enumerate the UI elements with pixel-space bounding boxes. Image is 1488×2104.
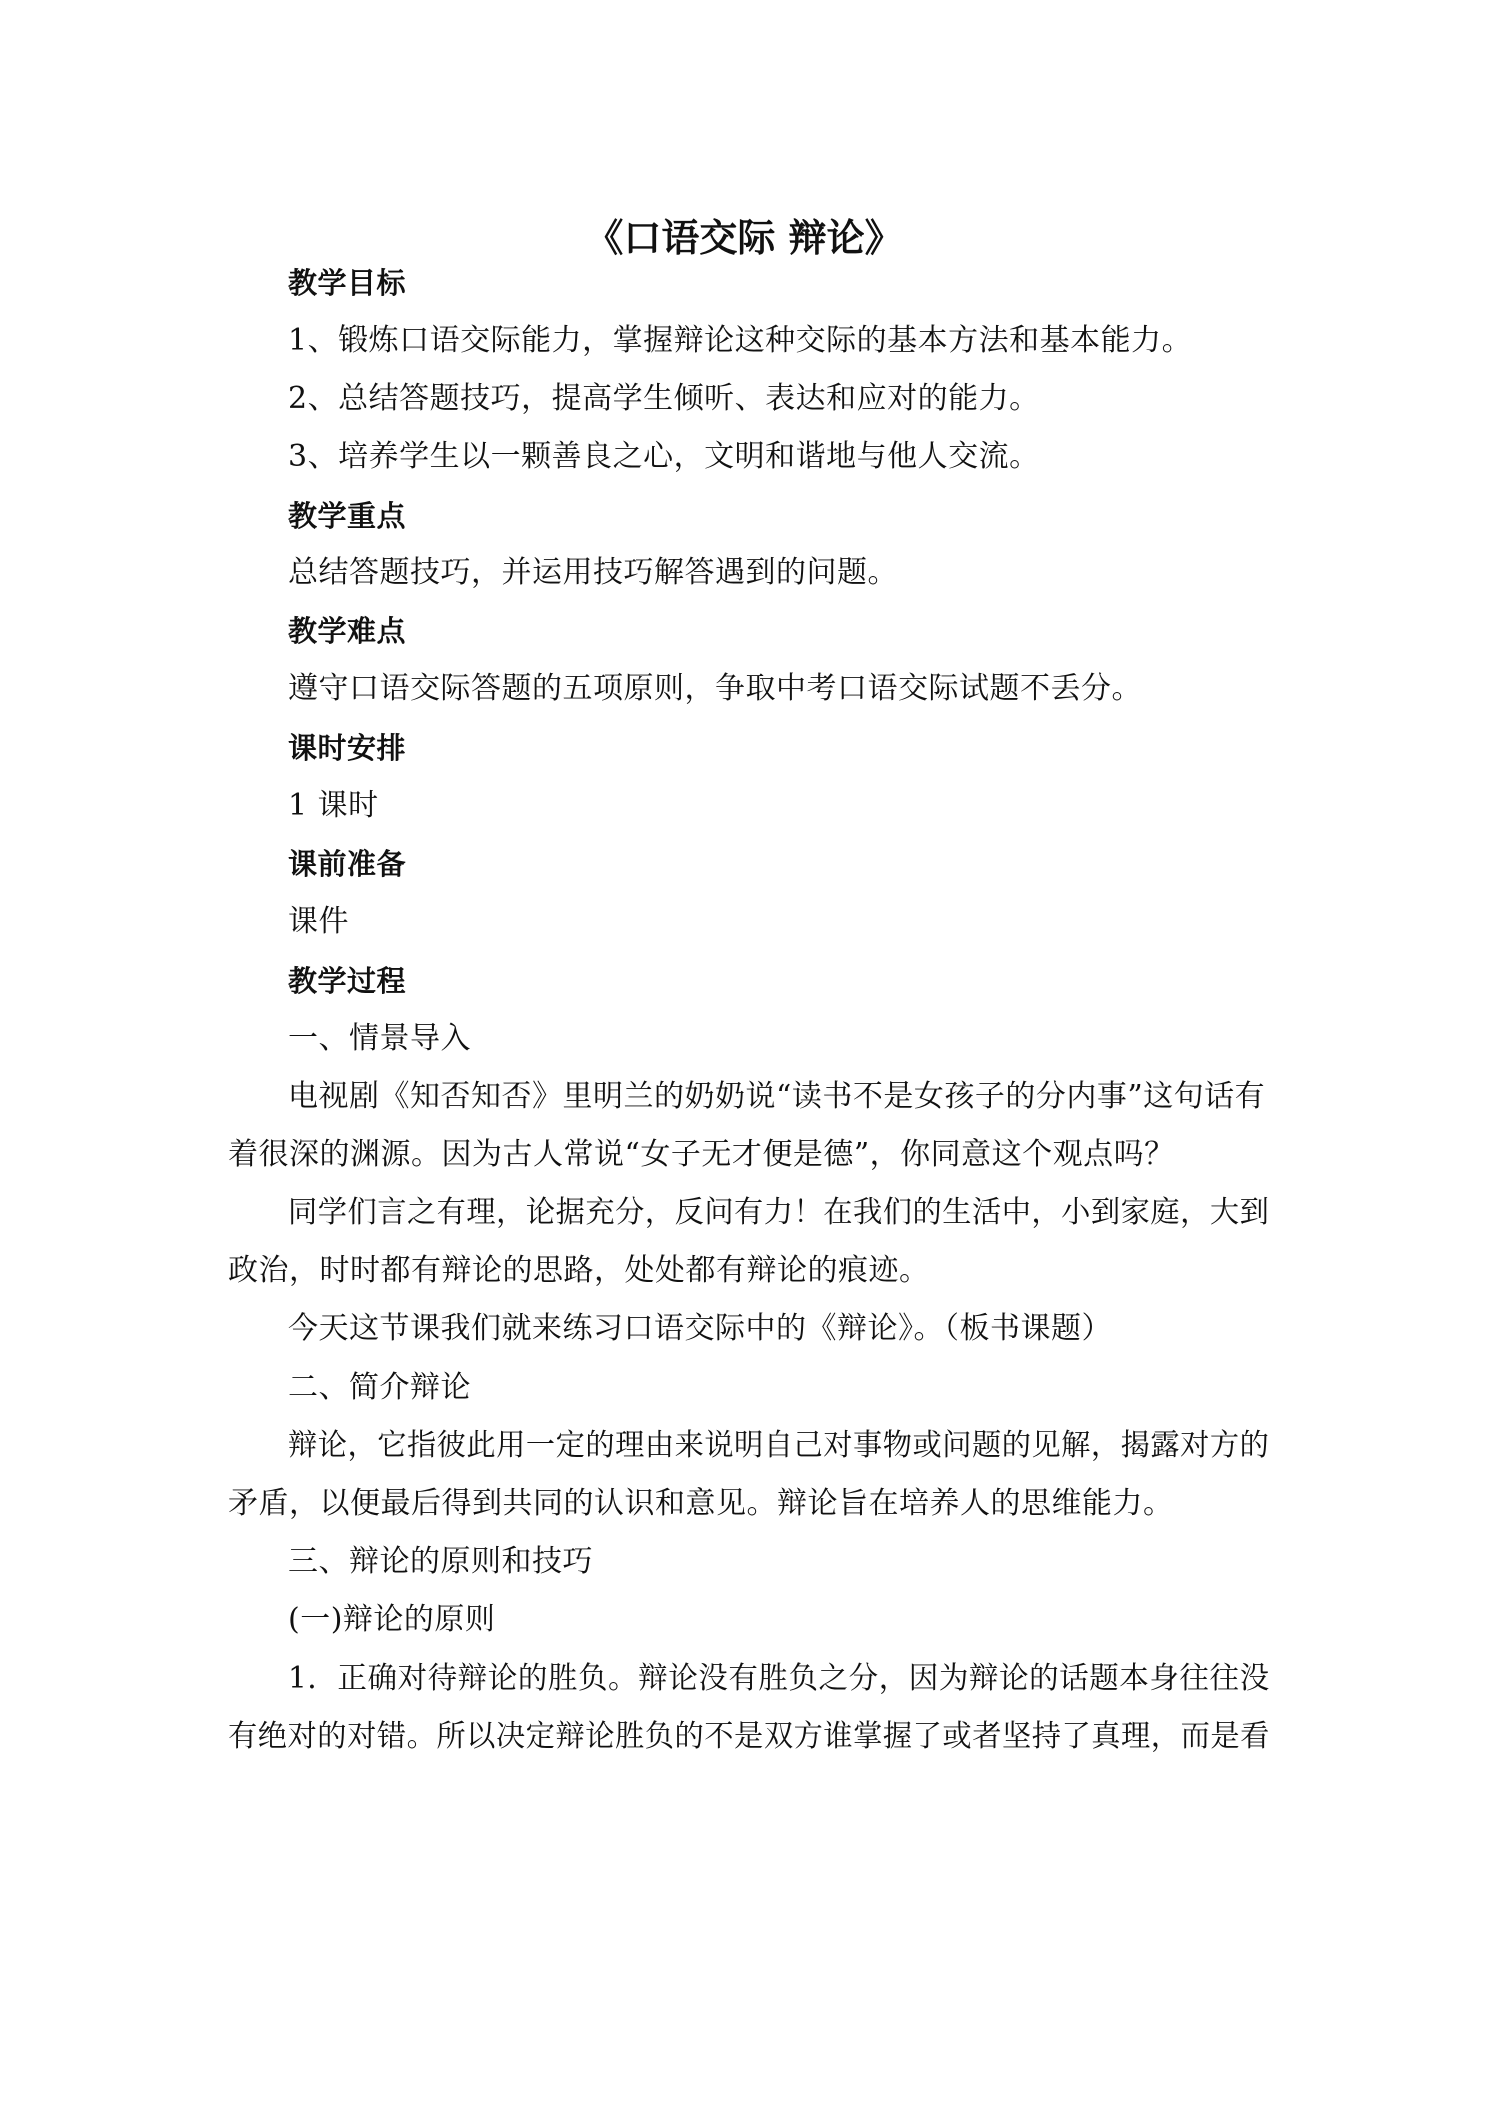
line-04: 3、培养学生以一颗善良之心，文明和谐地与他人交流。 xyxy=(288,439,1040,474)
line-22: 矛盾，以便最后得到共同的认识和意见。辩论旨在培养人的思维能力。 xyxy=(228,1486,1174,1521)
line-03: 2、总结答题技巧，提高学生倾听、表达和应对的能力。 xyxy=(288,381,1040,416)
line-25: 1．正确对待辩论的胜负。辩论没有胜负之分，因为辩论的话题本身往往没 xyxy=(288,1661,1270,1696)
line-20: 二、简介辩论 xyxy=(288,1370,471,1405)
line-18: 政治，时时都有辩论的思路，处处都有辩论的痕迹。 xyxy=(228,1253,930,1288)
line-01: 教学目标 xyxy=(288,266,407,300)
line-14: 一、情景导入 xyxy=(288,1021,471,1056)
line-13: 教学过程 xyxy=(288,964,407,998)
line-09: 课时安排 xyxy=(288,731,407,765)
line-17: 同学们言之有理，论据充分，反问有力！在我们的生活中，小到家庭，大到 xyxy=(288,1195,1270,1230)
line-11: 课前准备 xyxy=(288,847,407,881)
line-10: 1 课时 xyxy=(288,788,379,823)
line-07: 教学难点 xyxy=(288,614,407,648)
line-21: 辩论，它指彼此用一定的理由来说明自己对事物或问题的见解，揭露对方的 xyxy=(288,1428,1270,1463)
line-02: 1、锻炼口语交际能力，掌握辩论这种交际的基本方法和基本能力。 xyxy=(288,323,1193,358)
line-23: 三、辩论的原则和技巧 xyxy=(288,1544,593,1579)
line-12: 课件 xyxy=(288,904,349,939)
line-24: (一)辩论的原则 xyxy=(288,1602,496,1637)
line-08: 遵守口语交际答题的五项原则，争取中考口语交际试题不丢分。 xyxy=(288,671,1142,706)
line-15: 电视剧《知否知否》里明兰的奶奶说“读书不是女孩子的分内事”这句话有 xyxy=(288,1079,1266,1114)
document-title: 《口语交际 辩论》 xyxy=(585,216,903,260)
line-26: 有绝对的对错。所以决定辩论胜负的不是双方谁掌握了或者坚持了真理，而是看 xyxy=(228,1719,1270,1754)
line-06: 总结答题技巧，并运用技巧解答遇到的问题。 xyxy=(288,555,898,590)
line-16: 着很深的渊源。因为古人常说“女子无才便是德”，你同意这个观点吗？ xyxy=(228,1137,1175,1172)
line-05: 教学重点 xyxy=(288,499,407,533)
line-19: 今天这节课我们就来练习口语交际中的《辩论》。（板书课题） xyxy=(288,1311,1112,1346)
